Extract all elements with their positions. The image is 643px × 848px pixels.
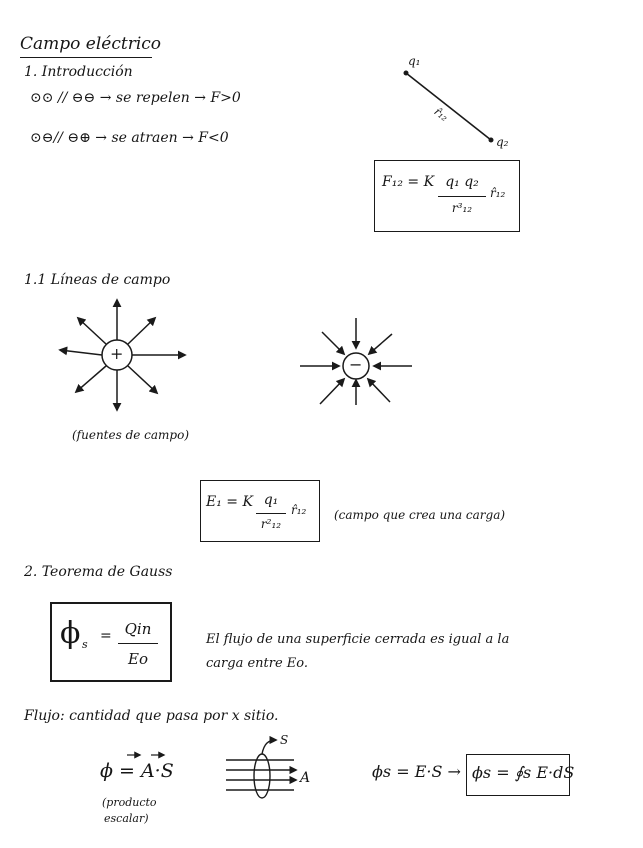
flux-formula-1: ϕ = A·S	[100, 760, 174, 782]
q2-label: q₂	[496, 135, 509, 149]
attract-symbols: ⊙⊖// ⊖⊕	[30, 130, 91, 146]
field-numerator: q₁	[263, 492, 279, 508]
gauss-text-line2: carga entre Eo.	[206, 656, 309, 671]
field-note: (campo que crea una carga)	[334, 508, 506, 522]
field-lhs: E₁ = K	[206, 494, 253, 510]
coulomb-unit-vector: r̂₁₂	[490, 186, 506, 200]
repel-text: → se repelen → F>0	[99, 90, 241, 106]
gauss-denominator: Eo	[128, 650, 148, 668]
positive-sign: +	[110, 344, 124, 363]
section-2-heading: 2. Teorema de Gauss	[24, 564, 173, 580]
negative-sign: −	[349, 355, 363, 374]
r12-label: r̂₁₂	[431, 105, 451, 124]
repel-symbols: ⊙⊙ // ⊖⊖	[30, 90, 96, 106]
flux-f1-note-line2: escalar)	[104, 812, 149, 825]
coulomb-denominator: r³₁₂	[451, 201, 473, 215]
field-sources-caption: (fuentes de campo)	[72, 428, 190, 442]
section-11-heading: 1.1 Líneas de campo	[24, 272, 171, 288]
gauss-text-line1: El flujo de una superficie cerrada es igual a la	[206, 632, 510, 647]
flux-diagram-s-label: S	[280, 733, 289, 747]
flux-formula-3: ϕs = ∮s E·dS	[472, 763, 575, 782]
flux-formula-2: ϕs = E·S →	[372, 762, 461, 781]
flux-f1-note-line1: (producto	[102, 796, 157, 809]
gauss-equals: =	[100, 628, 112, 644]
flux-diagram-a-label: A	[300, 770, 311, 786]
gauss-numerator: Qin	[124, 620, 152, 638]
q1-label: q₁	[408, 54, 421, 68]
attract-text: → se atraen → F<0	[95, 130, 229, 146]
coulomb-lhs: F₁₂ = K	[382, 174, 435, 190]
field-unit-vector: r̂₁₂	[291, 503, 307, 517]
field-denominator: r²₁₂	[260, 517, 282, 531]
coulomb-numerator: q₁ q₂	[445, 174, 479, 190]
gauss-phi: ϕ	[60, 616, 81, 651]
flux-definition: Flujo: cantidad que pasa por x sitio.	[24, 708, 279, 724]
gauss-phi-subscript: s	[82, 638, 88, 651]
page-title: Campo eléctrico	[20, 34, 162, 54]
section-1-heading: 1. Introducción	[24, 64, 133, 80]
